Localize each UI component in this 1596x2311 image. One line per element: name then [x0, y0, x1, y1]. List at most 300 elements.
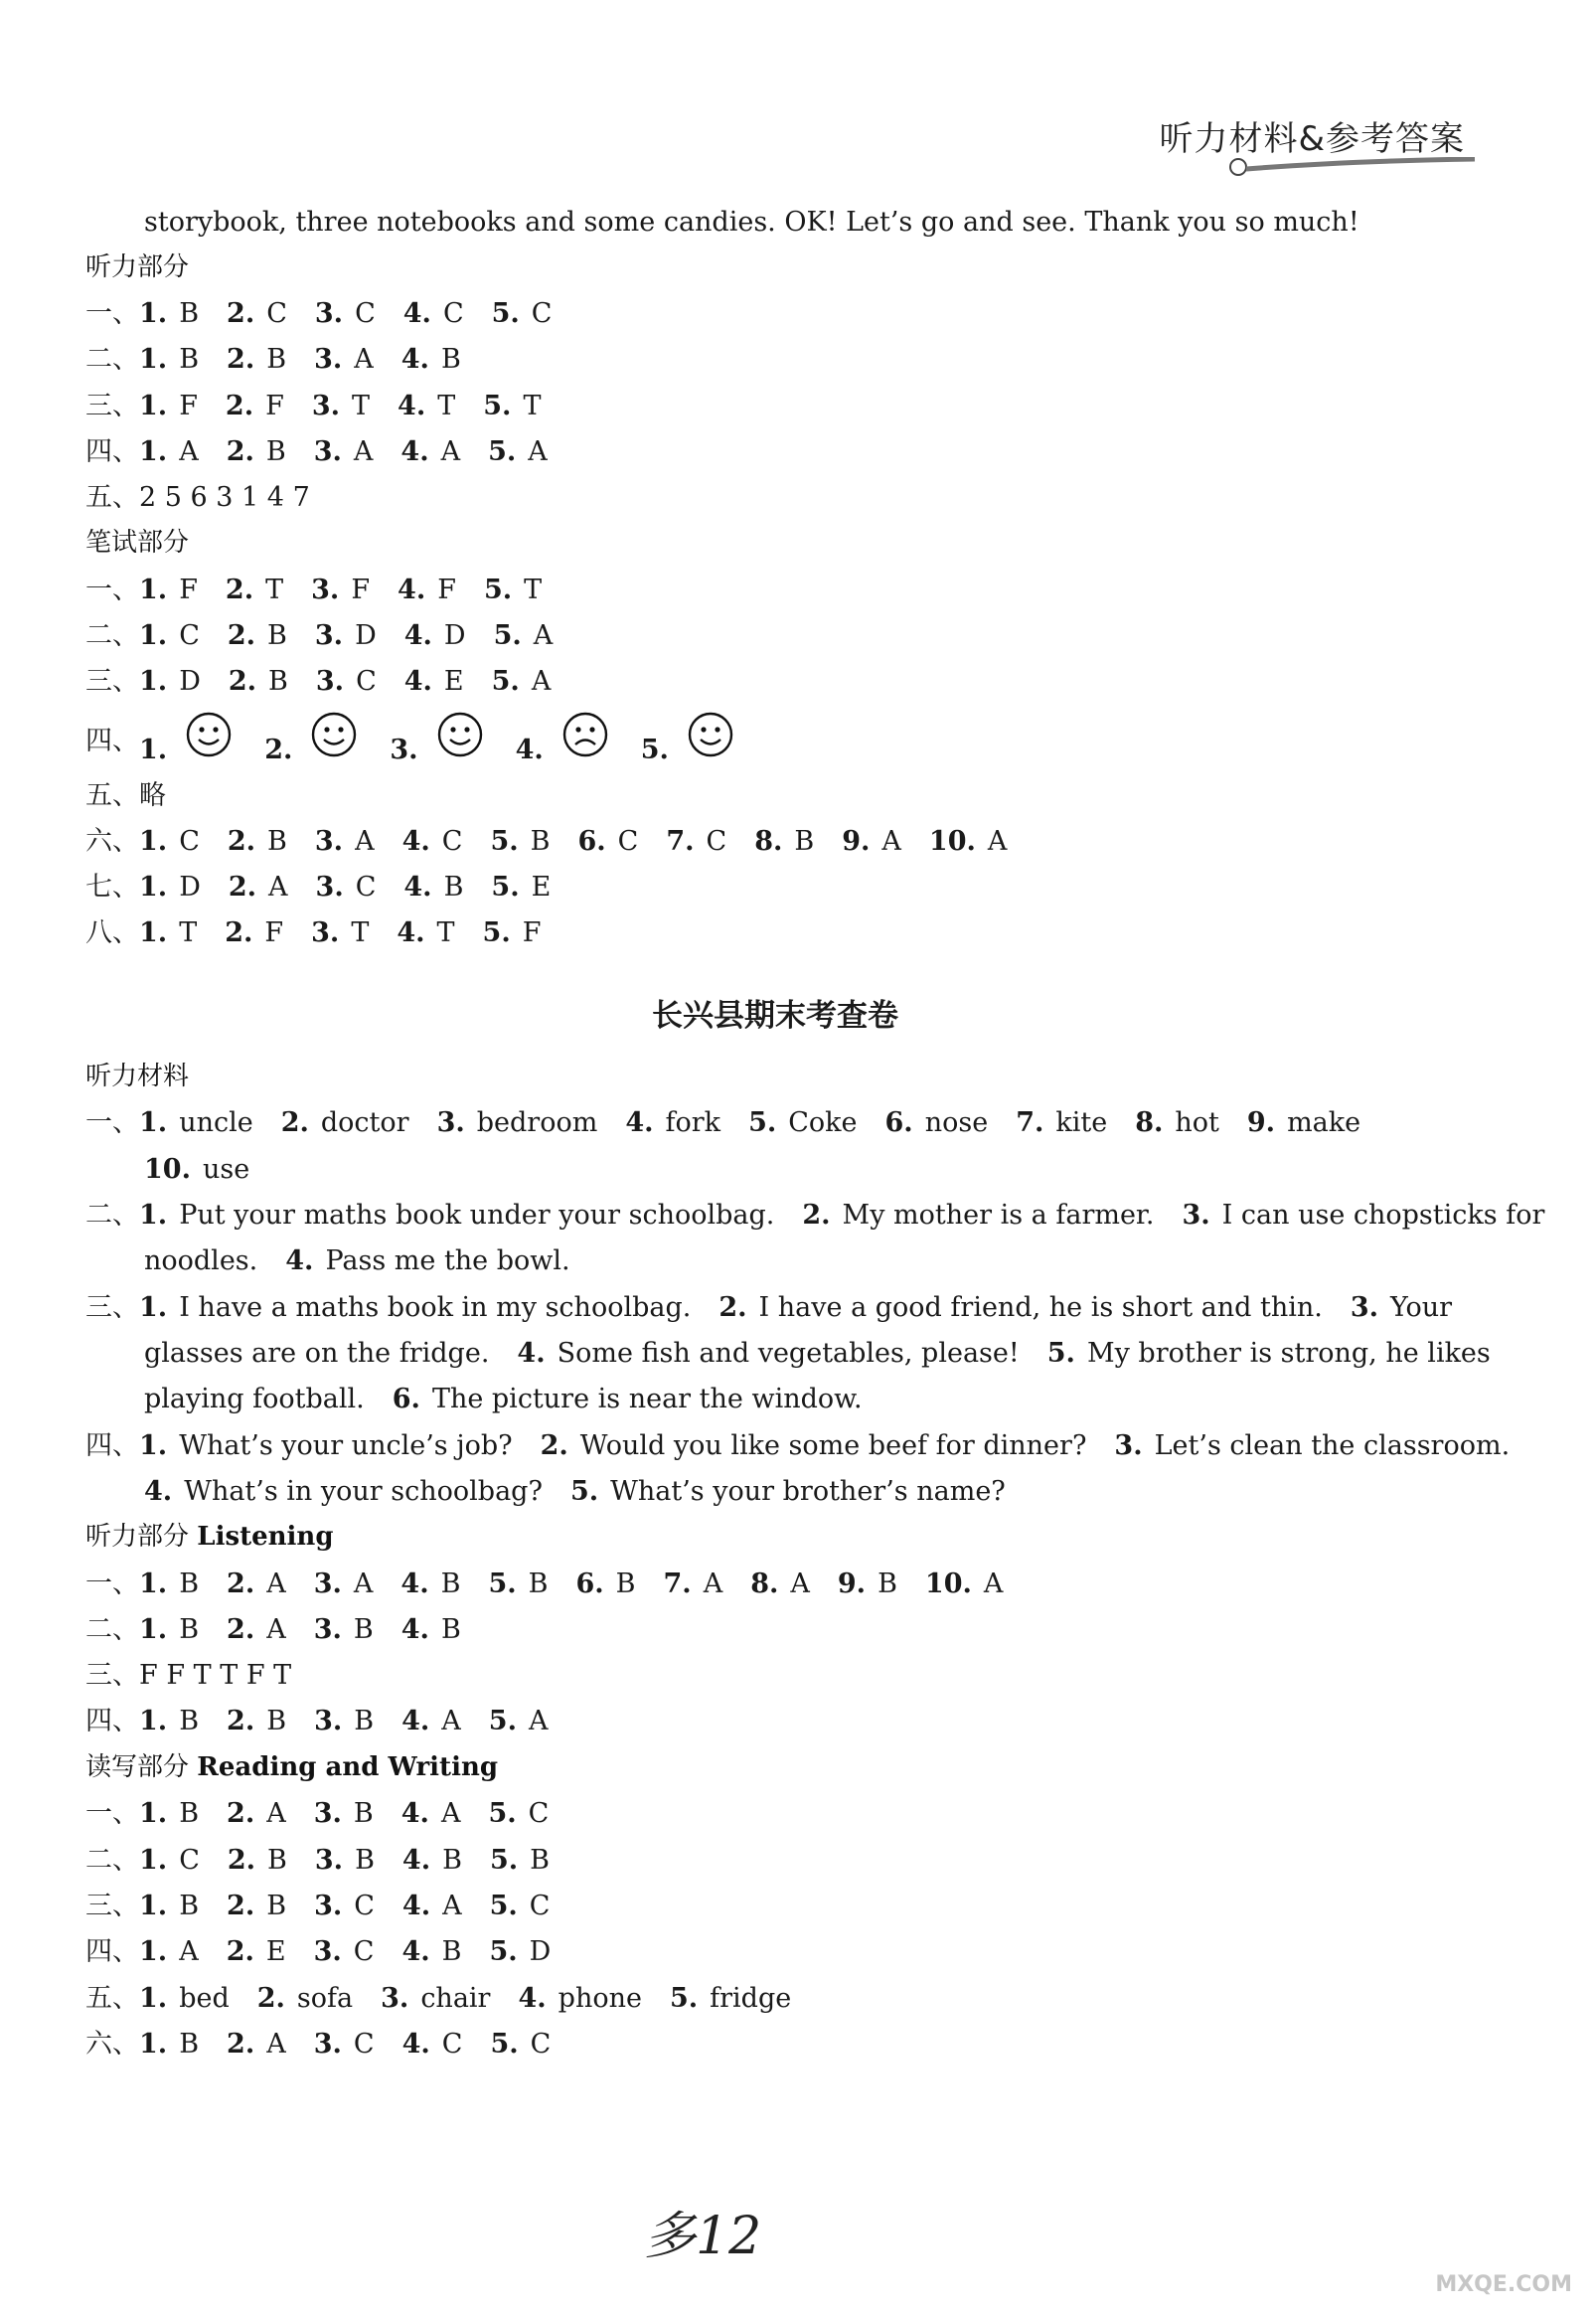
- item-number: 1.: [139, 575, 168, 605]
- written-section-title: 笔试部分: [85, 528, 190, 558]
- item-number: 4.: [401, 1936, 430, 1967]
- material-row: [85, 1109, 1374, 1136]
- item-number: 5.: [489, 1845, 519, 1876]
- item-answer: B: [878, 1568, 897, 1599]
- item-answer: B: [179, 1614, 200, 1645]
- item-number: 1.: [139, 1798, 168, 1829]
- section-title-en: Reading and Writing: [197, 1752, 499, 1782]
- item-answer: T: [524, 575, 543, 605]
- answer-row: [85, 1800, 562, 1827]
- item-answer: B: [442, 1845, 462, 1876]
- item-answer: D: [179, 666, 201, 697]
- item-answer: The picture is near the window.: [431, 1384, 863, 1414]
- item-number: 4.: [403, 620, 432, 651]
- item-number: 1.: [139, 1936, 168, 1967]
- answer-row: [85, 1938, 564, 1965]
- section-title-cn: 听力部分: [85, 1522, 190, 1552]
- item-answer: A: [531, 666, 552, 697]
- item-answer: A: [179, 436, 199, 467]
- section-title-cn: 读写部分: [85, 1752, 190, 1782]
- item-answer: A: [533, 620, 554, 651]
- item-answer: C: [179, 826, 200, 857]
- header-swoosh-decoration: [1228, 157, 1477, 177]
- item-number: 5.: [490, 2029, 519, 2060]
- item-answer: A: [266, 1798, 286, 1829]
- smiley-face-icon: [436, 711, 484, 765]
- item-answer: T: [436, 917, 455, 948]
- item-number: 2.: [227, 620, 256, 651]
- row-label: 二、: [85, 620, 139, 651]
- item-number: 2.: [225, 917, 253, 948]
- item-answer: B: [267, 1845, 287, 1876]
- item-number: 5.: [491, 298, 520, 329]
- item-answer: B: [440, 344, 461, 375]
- item-number: 3.: [313, 1798, 342, 1829]
- item-number: 1.: [139, 1983, 168, 2014]
- item-number: 1.: [139, 1614, 168, 1645]
- item-answer: T: [523, 391, 542, 421]
- item-answer: fork: [665, 1107, 721, 1138]
- item-number: 6.: [884, 1107, 913, 1138]
- running-header: 听力材料&参考答案: [1159, 119, 1465, 159]
- item-number: 4.: [397, 917, 425, 948]
- item-answer: B: [268, 666, 288, 697]
- row-label: 六、: [85, 2029, 139, 2060]
- item-number: 10.: [928, 826, 976, 857]
- item-answer: C: [353, 2029, 375, 2060]
- item-number: 1.: [139, 826, 168, 857]
- item-number: 1.: [139, 666, 168, 697]
- item-number: 5.: [489, 1891, 518, 1921]
- item-answer: B: [179, 1891, 200, 1921]
- answer-row: [85, 1570, 1017, 1597]
- continued-text: storybook, three notebooks and some candies. OK! Let’s go and see. Thank you so much!: [144, 207, 1359, 238]
- row-label: 八、: [85, 917, 139, 948]
- item-answer: B: [179, 1568, 200, 1599]
- item-number: 1.: [139, 344, 168, 375]
- exam-title: 长兴县期末考查卷: [652, 998, 898, 1034]
- item-number: 3.: [390, 734, 418, 765]
- item-number: 2.: [227, 1614, 255, 1645]
- item-answer: T: [179, 917, 198, 948]
- item-answer: What’s in your schoolbag?: [184, 1476, 543, 1507]
- answer-row-text: [85, 782, 166, 809]
- item-answer: T: [265, 575, 284, 605]
- item-number: 3.: [313, 1936, 342, 1967]
- item-answer: uncle: [179, 1107, 253, 1138]
- item-number: 1.: [139, 734, 168, 765]
- item-answer: Let’s clean the classroom.: [1154, 1430, 1511, 1461]
- answer-row: [85, 1847, 563, 1874]
- row-label: 三、: [85, 666, 139, 697]
- item-number: 4.: [398, 391, 426, 421]
- item-answer: My mother is a farmer.: [842, 1200, 1155, 1231]
- row-label: 二、: [85, 1200, 139, 1231]
- item-number: 4.: [401, 2029, 430, 2060]
- item-answer: A: [440, 436, 461, 467]
- item-number: 4.: [401, 1891, 431, 1921]
- row-label: 三、: [85, 1292, 139, 1323]
- row-label: 二、: [85, 1845, 139, 1876]
- item-answer: bedroom: [476, 1107, 598, 1138]
- item-number: 3.: [1114, 1430, 1143, 1461]
- answer-row: [85, 1708, 561, 1734]
- item-answer: playing football.: [144, 1384, 365, 1414]
- row-label: 七、: [85, 872, 139, 903]
- item-answer: A: [987, 826, 1008, 857]
- item-number: 8.: [754, 826, 783, 857]
- item-answer: What’s your brother’s name?: [610, 1476, 1006, 1507]
- item-answer: C: [441, 826, 463, 857]
- item-answer: sofa: [296, 1983, 354, 2014]
- item-answer: C: [531, 298, 553, 329]
- answer-row: [85, 622, 566, 649]
- item-number: 5.: [482, 917, 511, 948]
- item-number: 4.: [400, 1568, 429, 1599]
- row-label: 二、: [85, 1614, 139, 1645]
- item-answer: F: [179, 575, 198, 605]
- item-answer: C: [528, 1798, 550, 1829]
- sequence-answer: 2 5 6 3 1 4 7: [139, 482, 310, 513]
- item-number: 3.: [314, 298, 344, 329]
- item-number: 2.: [226, 436, 254, 467]
- item-answer: B: [528, 1568, 549, 1599]
- row-label: 四、: [85, 1936, 139, 1967]
- item-number: 1.: [139, 1200, 168, 1231]
- item-answer: B: [530, 826, 551, 857]
- item-number: 4.: [517, 1338, 546, 1369]
- answer-row: [85, 346, 475, 373]
- item-answer: F: [437, 575, 456, 605]
- item-number: 2.: [225, 575, 254, 605]
- watermark: MXQE.COM: [1435, 2272, 1572, 2297]
- item-answer: B: [179, 344, 200, 375]
- item-number: 3.: [314, 1845, 344, 1876]
- item-number: 2.: [228, 872, 257, 903]
- item-number: 4.: [400, 1614, 429, 1645]
- item-answer: A: [528, 436, 548, 467]
- item-number: 4.: [285, 1245, 314, 1276]
- item-answer: F: [351, 575, 371, 605]
- item-answer: A: [440, 1798, 461, 1829]
- item-number: 3.: [311, 575, 340, 605]
- item-answer: bed: [179, 1983, 230, 2014]
- item-number: 3.: [311, 391, 341, 421]
- row-label: 一、: [85, 1568, 139, 1599]
- material-row: [85, 1294, 1466, 1321]
- item-number: 5.: [640, 734, 669, 765]
- smiley-face-icon: [185, 711, 233, 765]
- item-number: 5.: [491, 666, 520, 697]
- item-number: 3.: [314, 344, 343, 375]
- item-answer: A: [703, 1568, 723, 1599]
- item-number: 7.: [1016, 1107, 1044, 1138]
- item-number: 5.: [483, 575, 513, 605]
- item-number: 2.: [227, 1706, 255, 1736]
- item-answer: B: [794, 826, 815, 857]
- item-number: 1.: [139, 1430, 168, 1461]
- item-number: 2.: [227, 1798, 255, 1829]
- row-label: 五、: [85, 482, 139, 513]
- item-number: 2.: [228, 666, 257, 697]
- item-answer: kite: [1055, 1107, 1108, 1138]
- item-answer: C: [354, 1891, 375, 1921]
- row-label: 四、: [85, 436, 139, 467]
- answer-row: [85, 874, 564, 901]
- item-answer: E: [265, 1936, 286, 1967]
- item-number: 4.: [144, 1476, 173, 1507]
- item-answer: B: [443, 872, 464, 903]
- item-answer: doctor: [320, 1107, 409, 1138]
- item-number: 4.: [625, 1107, 654, 1138]
- item-answer: D: [355, 620, 377, 651]
- item-answer: B: [266, 1891, 287, 1921]
- item-answer: Coke: [788, 1107, 858, 1138]
- item-number: 2.: [256, 1983, 285, 2014]
- answer-row: [85, 919, 555, 946]
- item-number: 1.: [139, 917, 168, 948]
- item-number: 5.: [488, 1706, 517, 1736]
- listening-section-title: 听力部分: [85, 252, 190, 282]
- item-answer: C: [530, 2029, 552, 2060]
- item-answer: B: [440, 1568, 461, 1599]
- material-row: [85, 1202, 1558, 1229]
- item-number: 2.: [227, 2029, 255, 2060]
- item-number: 2.: [718, 1292, 747, 1323]
- item-number: 5.: [488, 436, 517, 467]
- item-number: 1.: [139, 1845, 168, 1876]
- item-answer: E: [443, 666, 464, 697]
- item-answer: Would you like some beef for dinner?: [579, 1430, 1087, 1461]
- item-answer: B: [354, 1706, 375, 1736]
- row-label: 一、: [85, 298, 139, 329]
- item-number: 1.: [139, 872, 168, 903]
- item-number: 3.: [436, 1107, 465, 1138]
- item-answer: B: [355, 1845, 375, 1876]
- item-number: 3.: [381, 1983, 409, 2014]
- item-number: 2.: [227, 1568, 255, 1599]
- item-answer: C: [529, 1891, 551, 1921]
- item-number: 3.: [315, 666, 345, 697]
- item-number: 7.: [663, 1568, 692, 1599]
- item-answer: A: [528, 1706, 549, 1736]
- item-answer: B: [353, 1614, 374, 1645]
- item-answer: C: [355, 872, 377, 903]
- item-number: 1.: [139, 1706, 168, 1736]
- item-number: 1.: [139, 2029, 168, 2060]
- item-answer: F: [179, 391, 198, 421]
- item-answer: noodles.: [144, 1245, 258, 1276]
- item-answer: My brother is strong, he likes: [1086, 1338, 1491, 1369]
- item-number: 2.: [226, 1936, 254, 1967]
- item-number: 2.: [280, 1107, 309, 1138]
- item-answer: Put your maths book under your schoolbag.: [179, 1200, 775, 1231]
- section-title-en: Listening: [197, 1522, 334, 1552]
- item-number: 5.: [488, 1798, 517, 1829]
- tf-sequence: F F T T F T: [139, 1660, 292, 1691]
- material-row-cont: [144, 1386, 877, 1412]
- item-number: 2.: [227, 298, 255, 329]
- item-number: 6.: [577, 826, 606, 857]
- item-answer: C: [442, 298, 464, 329]
- materials-section-title: 听力材料: [85, 1062, 190, 1091]
- row-label: 四、: [85, 1430, 139, 1461]
- item-answer: E: [531, 872, 552, 903]
- item-answer: B: [266, 1706, 287, 1736]
- item-number: 2.: [227, 1891, 255, 1921]
- item-number: 1.: [139, 436, 168, 467]
- answer-row: [85, 1985, 805, 2012]
- item-answer: C: [706, 826, 727, 857]
- item-number: 2.: [227, 344, 255, 375]
- item-answer: C: [441, 2029, 463, 2060]
- item-number: 1.: [139, 1891, 168, 1921]
- item-answer: B: [267, 620, 287, 651]
- item-answer: Pass me the bowl.: [325, 1245, 570, 1276]
- item-number: 4.: [401, 1845, 431, 1876]
- item-answer: A: [266, 1568, 286, 1599]
- answer-row: [85, 668, 564, 695]
- item-answer: B: [440, 1614, 461, 1645]
- rw-section-title: [85, 1754, 498, 1780]
- item-answer: What’s your uncle’s job?: [179, 1430, 513, 1461]
- item-answer: phone: [558, 1983, 642, 2014]
- item-answer: chair: [420, 1983, 491, 2014]
- item-number: 3.: [315, 872, 344, 903]
- item-number: 4.: [400, 344, 429, 375]
- item-answer: B: [267, 826, 287, 857]
- answer-row: [85, 828, 1021, 855]
- item-answer: B: [179, 2029, 200, 2060]
- item-number: 9.: [1246, 1107, 1276, 1138]
- item-number: 2.: [264, 734, 293, 765]
- svg-text:多12: 多12: [644, 2207, 762, 2266]
- item-number: 3.: [1350, 1292, 1379, 1323]
- item-answer: A: [983, 1568, 1004, 1599]
- item-number: 1.: [139, 391, 168, 421]
- item-answer: A: [353, 1568, 374, 1599]
- item-answer: I have a maths book in my schoolbag.: [179, 1292, 692, 1323]
- item-answer: B: [179, 298, 200, 329]
- item-number: 3.: [311, 917, 340, 948]
- item-answer: C: [355, 298, 376, 329]
- item-number: 1.: [139, 1292, 168, 1323]
- item-number: 2.: [225, 391, 254, 421]
- row-label: 五、: [85, 780, 139, 811]
- material-row-cont: [144, 1247, 584, 1274]
- item-answer: nose: [924, 1107, 989, 1138]
- item-number: 4.: [403, 666, 432, 697]
- item-answer: C: [356, 666, 377, 697]
- item-answer: Some fish and vegetables, please!: [557, 1338, 1020, 1369]
- row-label: 三、: [85, 1660, 139, 1691]
- item-answer: A: [442, 1891, 462, 1921]
- item-answer: A: [790, 1568, 810, 1599]
- sad-face-icon: [561, 711, 609, 765]
- item-answer: C: [266, 298, 287, 329]
- row-label: 一、: [85, 1107, 139, 1138]
- item-answer: F: [264, 917, 284, 948]
- item-number: 10.: [144, 1154, 191, 1185]
- item-number: 5.: [491, 872, 520, 903]
- item-answer: B: [179, 1798, 200, 1829]
- answer-row: [85, 438, 561, 465]
- item-answer: fridge: [710, 1983, 792, 2014]
- item-number: 3.: [313, 2029, 342, 2060]
- material-row-cont: [144, 1156, 263, 1183]
- omitted-answer: 略: [139, 780, 166, 811]
- item-answer: A: [266, 2029, 286, 2060]
- item-answer: glasses are on the fridge.: [144, 1338, 490, 1369]
- item-answer: B: [441, 1936, 462, 1967]
- item-answer: A: [441, 1706, 461, 1736]
- answer-row: [85, 2031, 564, 2058]
- item-number: 1.: [139, 1107, 168, 1138]
- item-answer: hot: [1175, 1107, 1219, 1138]
- item-number: 3.: [1182, 1200, 1210, 1231]
- item-answer: F: [522, 917, 542, 948]
- item-number: 4.: [515, 734, 544, 765]
- item-number: 3.: [314, 826, 344, 857]
- material-row: [85, 1432, 1523, 1459]
- row-label: 六、: [85, 826, 139, 857]
- answer-row: [85, 393, 555, 419]
- answer-row: [85, 1616, 475, 1643]
- item-number: 5.: [569, 1476, 599, 1507]
- material-row-cont: [144, 1478, 1020, 1505]
- item-answer: A: [355, 826, 375, 857]
- item-number: 5.: [748, 1107, 777, 1138]
- item-number: 3.: [314, 1891, 343, 1921]
- item-answer: D: [179, 872, 201, 903]
- item-number: 2.: [227, 826, 256, 857]
- row-label: 四、: [85, 725, 139, 756]
- item-number: 6.: [575, 1568, 604, 1599]
- item-number: 5.: [489, 1936, 518, 1967]
- item-answer: C: [353, 1936, 375, 1967]
- item-answer: A: [266, 1614, 286, 1645]
- item-number: 8.: [1135, 1107, 1164, 1138]
- face-answer-row: [85, 712, 752, 763]
- item-number: 1.: [139, 298, 168, 329]
- item-number: 7.: [666, 826, 695, 857]
- item-number: 5.: [483, 391, 512, 421]
- answer-row: [85, 1893, 563, 1919]
- item-number: 1.: [139, 620, 168, 651]
- row-label: 五、: [85, 1983, 139, 2014]
- listening-section-title: [85, 1524, 334, 1550]
- item-answer: A: [179, 1936, 199, 1967]
- item-answer: C: [179, 620, 200, 651]
- item-number: 4.: [518, 1983, 547, 2014]
- item-answer: B: [266, 344, 287, 375]
- item-number: 10.: [924, 1568, 972, 1599]
- item-answer: T: [351, 917, 370, 948]
- item-answer: D: [529, 1936, 552, 1967]
- item-number: 5.: [669, 1983, 699, 2014]
- item-number: 4.: [400, 436, 429, 467]
- item-answer: A: [268, 872, 288, 903]
- item-number: 5.: [490, 826, 519, 857]
- row-label: 一、: [85, 575, 139, 605]
- item-answer: F: [265, 391, 284, 421]
- item-number: 6.: [392, 1384, 420, 1414]
- item-answer: I have a good friend, he is short and thin.: [758, 1292, 1323, 1323]
- item-answer: B: [179, 1706, 200, 1736]
- item-number: 2.: [540, 1430, 568, 1461]
- answer-row: [85, 300, 565, 327]
- item-answer: use: [202, 1154, 250, 1185]
